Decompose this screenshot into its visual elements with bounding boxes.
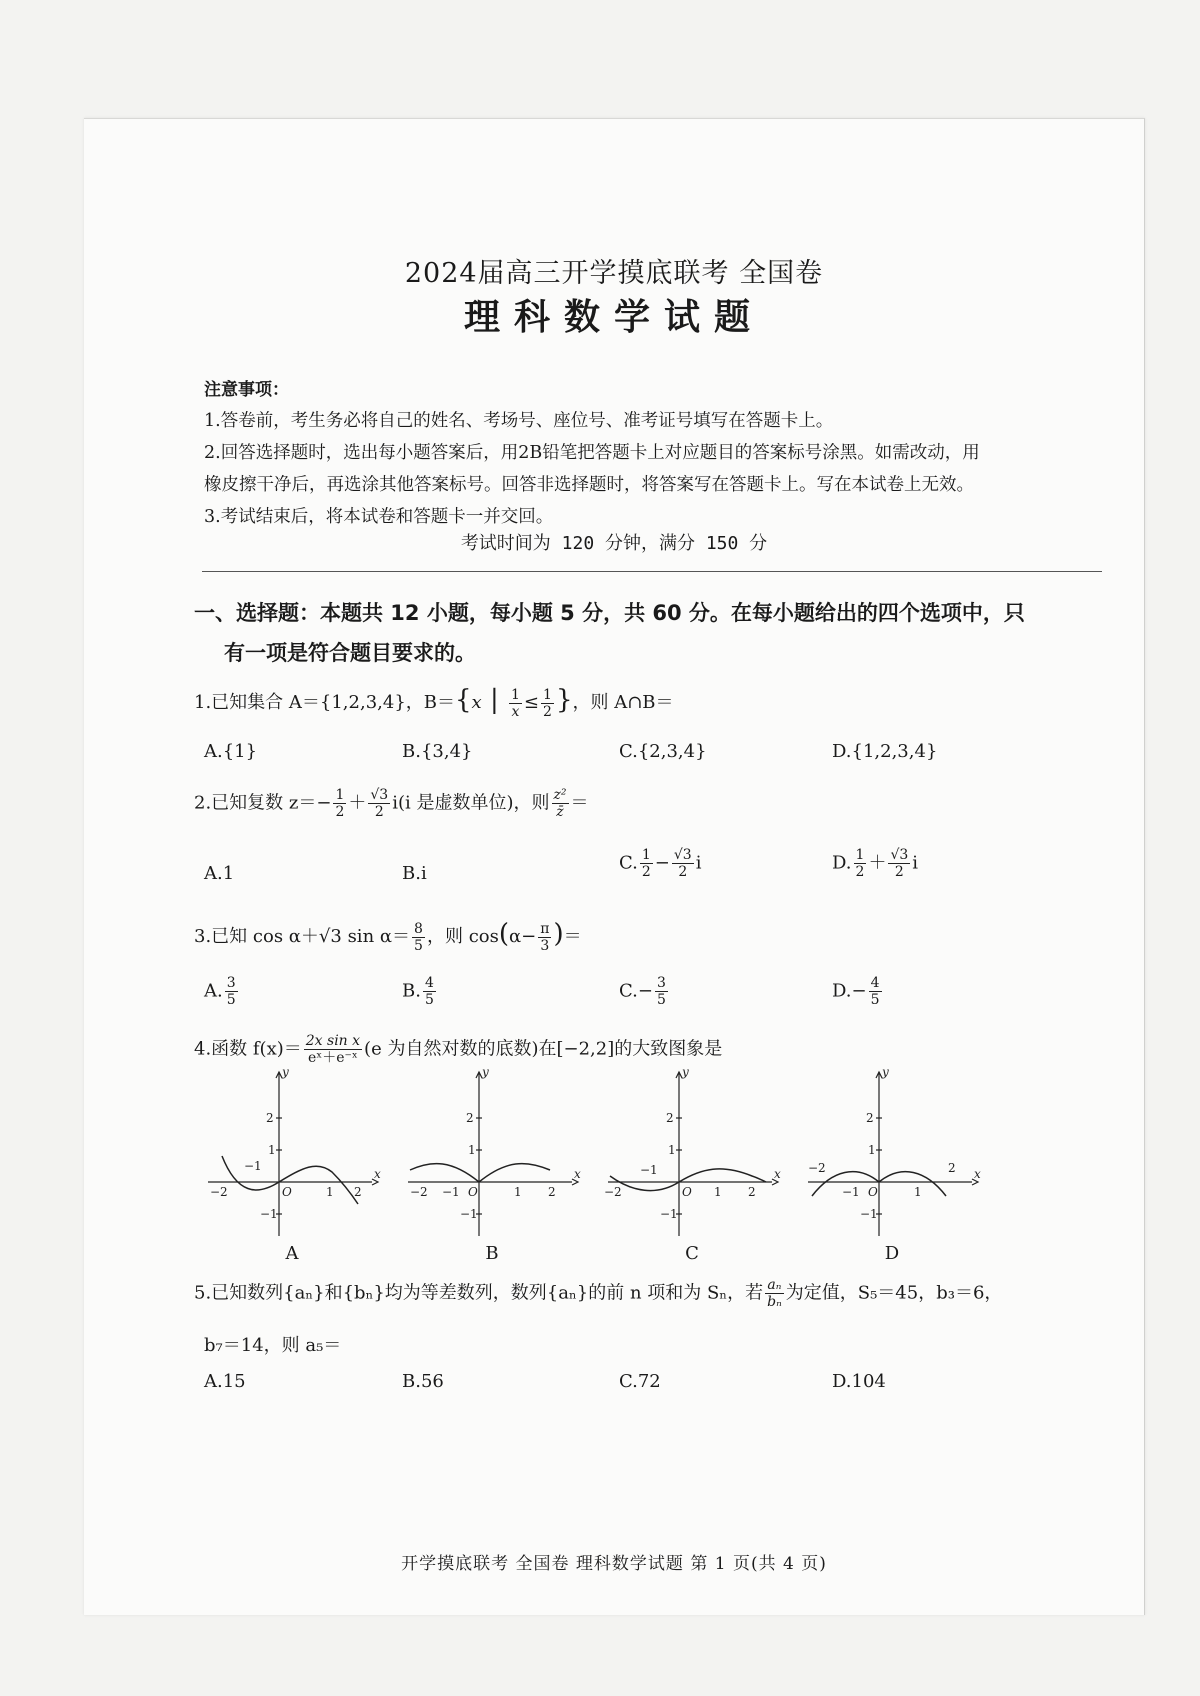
fraction: $\frac{\text{z²}}{z̄}$ [553,787,567,820]
svg-text:O: O [868,1185,878,1199]
svg-text:y: y [682,1065,689,1079]
graph-a [202,1064,382,1244]
q2-option-a: A.1 [204,863,235,884]
svg-text:−2: −2 [604,1185,622,1199]
svg-text:x: x [974,1167,981,1181]
q1-var: x [471,692,482,713]
q2-option-b: B.i [402,863,427,884]
notice-item: 2.回答选择题时，选出每小题答案后，用2B铅笔把答题卡上对应题目的答案标号涂黑。如需改动，用 [204,443,980,463]
svg-text:−1: −1 [660,1207,678,1221]
fraction: $\frac{1}{x}$ [511,686,520,720]
svg-text:2: 2 [666,1111,674,1125]
q3-option-b: B. $\frac{4}{5}$ [402,975,434,1008]
exam-subject-title: 理科数学试题 [463,297,764,338]
svg-text:y: y [282,1065,289,1079]
fraction: $\frac{√3}{2}$ [370,787,389,820]
q2-option-c: C. $\frac{1}{2}$ − $\frac{√3}{2}$ i [619,847,702,880]
svg-text:2: 2 [948,1161,956,1175]
notice-item: 橡皮擦干净后，再选涂其他答案标号。回答非选择题时，将答案写在答题卡上。写在本试卷上无效。 [204,475,974,495]
notice-item: 3.考试结束后，将本试卷和答题卡一并交回。 [204,507,554,527]
svg-text:O: O [682,1185,692,1199]
exam-time: 考试时间为 120 分钟，满分 150 分 [460,533,768,554]
svg-text:2: 2 [548,1185,556,1199]
svg-text:−2: −2 [410,1185,428,1199]
svg-text:x: x [374,1167,381,1181]
question-1: 1.已知集合 A＝{1,2,3,4}，B＝{x | $\frac{1}{x}$ ≤ $\frac{1}{2}$ }，则 A∩B＝ [194,685,674,720]
svg-text:−1: −1 [260,1207,278,1221]
exam-title: 2024届高三开学摸底联考 全国卷 [404,258,824,289]
svg-text:−1: −1 [442,1185,460,1199]
divider [202,571,1102,572]
q1-text: 1.已知集合 A＝{1,2,3,4}，B＝ [194,692,455,713]
svg-text:−1: −1 [842,1185,860,1199]
fraction: $\frac{1}{2}$ [543,686,552,720]
svg-text:1: 1 [668,1143,676,1157]
svg-text:−1: −1 [460,1207,478,1221]
svg-text:2: 2 [466,1111,474,1125]
svg-text:−2: −2 [210,1185,228,1199]
svg-text:y: y [882,1065,889,1079]
q3-option-a: A. $\frac{3}{5}$ [204,975,236,1008]
svg-text:1: 1 [514,1185,522,1199]
question-3: 3.已知 cos α＋√3 sin α＝ $\frac{8}{5}$ ，则 cos(α− $\frac{\pi}{3}$ )＝ [194,919,582,954]
graph-label-c: C [685,1243,699,1264]
exam-page [84,118,1145,1615]
q2-option-d: D. $\frac{1}{2}$ ＋ $\frac{√3}{2}$ i [832,847,919,880]
fraction: $\frac{1}{2}$ [335,787,345,820]
section-heading-cont: 有一项是符合题目要求的。 [224,641,476,665]
svg-text:2: 2 [266,1111,274,1125]
question-2: 2.已知复数 z＝− $\frac{1}{2}$ ＋ $\frac{√3}{2}$ i(i 是虚数单位)，则 $\frac{\text{z²}}{z̄}$ ＝ [194,787,589,820]
graph-label-a: A [285,1243,299,1264]
question-5: 5.已知数列{aₙ}和{bₙ}均为等差数列，数列{aₙ}的前 n 项和为 Sₙ，若 $\frac{\text{aₙ}}{\text{bₙ}}$ 为定值，S₅＝45，b₃＝6， [194,1277,1003,1310]
svg-text:1: 1 [326,1185,334,1199]
svg-text:−1: −1 [860,1207,878,1221]
q3-option-d: D.− $\frac{4}{5}$ [832,975,880,1008]
q1-option-c: C.{2,3,4} [619,741,707,762]
q1-option-d: D.{1,2,3,4} [832,741,938,762]
svg-text:y: y [482,1065,489,1079]
section-heading: 一、选择题：本题共 12 小题，每小题 5 分，共 60 分。在每小题给出的四个选项中，只 [194,601,1025,625]
svg-text:O: O [468,1185,478,1199]
svg-text:2: 2 [354,1185,362,1199]
notice-heading: 注意事项： [204,380,289,400]
svg-text:1: 1 [714,1185,722,1199]
svg-text:x: x [774,1167,781,1181]
svg-text:−1: −1 [244,1159,262,1173]
graph-d [802,1064,982,1244]
svg-text:1: 1 [914,1185,922,1199]
svg-text:−1: −1 [640,1163,658,1177]
q1-option-b: B.{3,4} [402,741,473,762]
graph-c [602,1064,782,1244]
question-5-cont: b₇＝14，则 a₅＝ [204,1335,342,1356]
q5-option-d: D.104 [832,1371,886,1392]
q3-option-c: C.− $\frac{3}{5}$ [619,975,666,1008]
graph-b [402,1064,582,1244]
svg-text:2: 2 [866,1111,874,1125]
svg-text:2: 2 [748,1185,756,1199]
q1-option-a: A.{1} [204,741,258,762]
svg-text:x: x [574,1167,581,1181]
q5-option-b: B.56 [402,1371,444,1392]
q5-option-a: A.15 [204,1371,246,1392]
svg-text:1: 1 [268,1143,276,1157]
page-footer: 开学摸底联考 全国卷 理科数学试题 第 1 页(共 4 页) [401,1554,827,1574]
notice-item: 1.答卷前，考生务必将自己的姓名、考场号、座位号、准考证号填写在答题卡上。 [204,411,834,431]
graph-label-d: D [884,1243,900,1264]
svg-text:O: O [282,1185,292,1199]
svg-text:1: 1 [468,1143,476,1157]
svg-text:1: 1 [868,1143,876,1157]
q5-option-c: C.72 [619,1371,661,1392]
question-4: 4.函数 f(x)＝ $\frac{\text{2x sin x}}{\text{eˣ＋e⁻ˣ}}$ (e 为自然对数的底数)在[−2,2]的大致图象是 [194,1033,723,1066]
svg-text:−2: −2 [808,1161,826,1175]
graph-label-b: B [485,1243,499,1264]
